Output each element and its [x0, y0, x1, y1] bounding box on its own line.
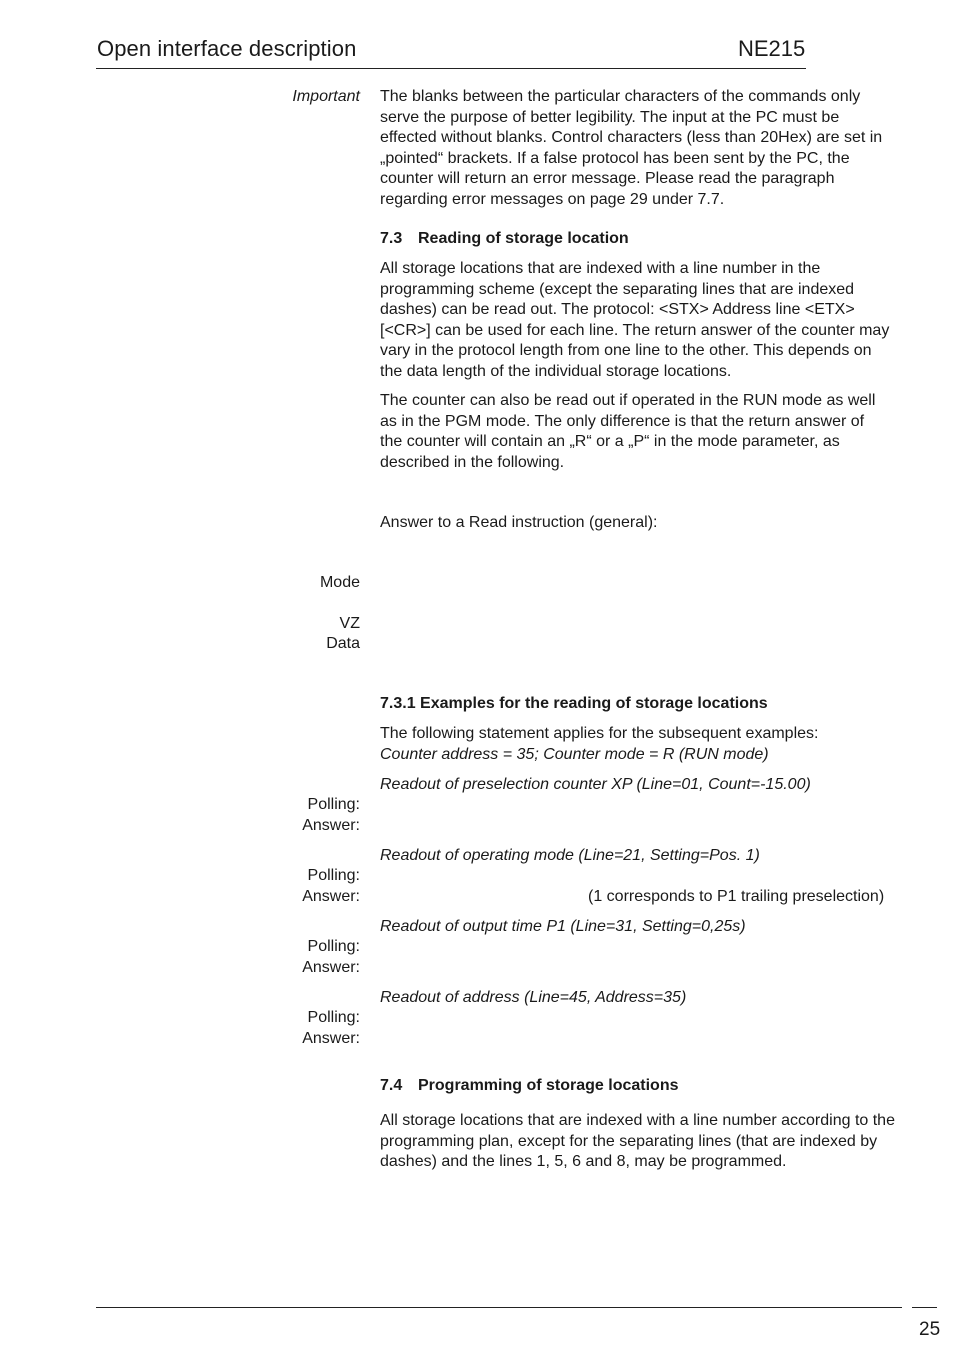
example-3-title: Readout of output time P1 (Line=31, Setting=0,25s) [380, 918, 746, 935]
header-rule [96, 68, 806, 69]
footer-rule [96, 1307, 902, 1308]
model-name: NE215 [738, 36, 806, 61]
examples-intro [380, 724, 900, 765]
important-label: Important [292, 88, 360, 105]
section-title: Programming of storage locations [418, 1077, 679, 1094]
intro-text: The following statement applies for the subsequent examples: [380, 725, 819, 742]
section-number: 7.4 [380, 1077, 403, 1094]
answer-label: Answer: [302, 959, 360, 976]
section-title: Reading of storage location [418, 230, 629, 247]
polling-label: Polling: [307, 938, 360, 955]
section-7-3-heading [380, 229, 900, 250]
section-7-3-para-2 [380, 391, 880, 473]
section-7-3-para-1 [380, 259, 892, 382]
example-1-title: Readout of preselection counter XP (Line=01, Count=-15.00) [380, 776, 811, 793]
answer-label: Answer: [302, 888, 360, 905]
page-number: 25 [919, 1319, 941, 1340]
polling-label: Polling: [307, 867, 360, 884]
section-7-3-1-heading: 7.3.1 Examples for the reading of storage locations [380, 695, 768, 712]
paragraph: All storage locations that are indexed with a line number in the programming scheme (except the separating lines that are indexed dashes) can be read out. The protocol: <STX> Address line <ETX> [<CR>] can be used for each line. The return answer of the counter may vary in the protocol length from one line to the other. This depends on the data length of the individual storage locations. [380, 260, 890, 380]
section-7-4-heading [380, 1076, 900, 1097]
document-title: Open interface description [97, 36, 357, 61]
answer-label: Answer: [302, 817, 360, 834]
example-4-title: Readout of address (Line=45, Address=35) [380, 989, 687, 1006]
polling-label: Polling: [307, 796, 360, 813]
label-mode: Mode [319, 574, 360, 591]
important-text [380, 87, 896, 210]
caption: Answer to a Read instruction (general): [380, 514, 658, 531]
footer-rule-short [912, 1307, 937, 1308]
example-2-title: Readout of operating mode (Line=21, Setting=Pos. 1) [380, 847, 760, 864]
answer-label: Answer: [302, 1030, 360, 1047]
section-number: 7.3 [380, 230, 403, 247]
paragraph: All storage locations that are indexed with a line number according to the programming plan, except for the separating lines (that are indexed by dashes) and the lines 1, 5, 6 and 8, may be programmed. [380, 1112, 895, 1170]
example-2-note: (1 corresponds to P1 trailing preselection) [588, 888, 885, 905]
paragraph: The counter can also be read out if operated in the RUN mode as well as in the PGM mode. The only difference is that the return answer of the counter will contain an „R“ or a „P“ in the mode parameter, as described in the following. [380, 392, 876, 471]
label-data: Data [326, 635, 360, 652]
section-7-4-para [380, 1111, 900, 1173]
polling-label: Polling: [307, 1009, 360, 1026]
intro-italic: Counter address = 35; Counter mode = R (RUN mode) [380, 745, 769, 763]
important-paragraph: The blanks between the particular characters of the commands only serve the purpose of better legibility. The input at the PC must be effected without blanks. Control characters (less than 20Hex) are set in „pointed“ brackets. If a false protocol has been sent by the PC, the counter will return an error message. Please read the paragraph regarding error messages on page 29 under 7.7. [380, 88, 883, 208]
label-vz: VZ [339, 615, 360, 632]
answer-general-caption [380, 513, 900, 534]
